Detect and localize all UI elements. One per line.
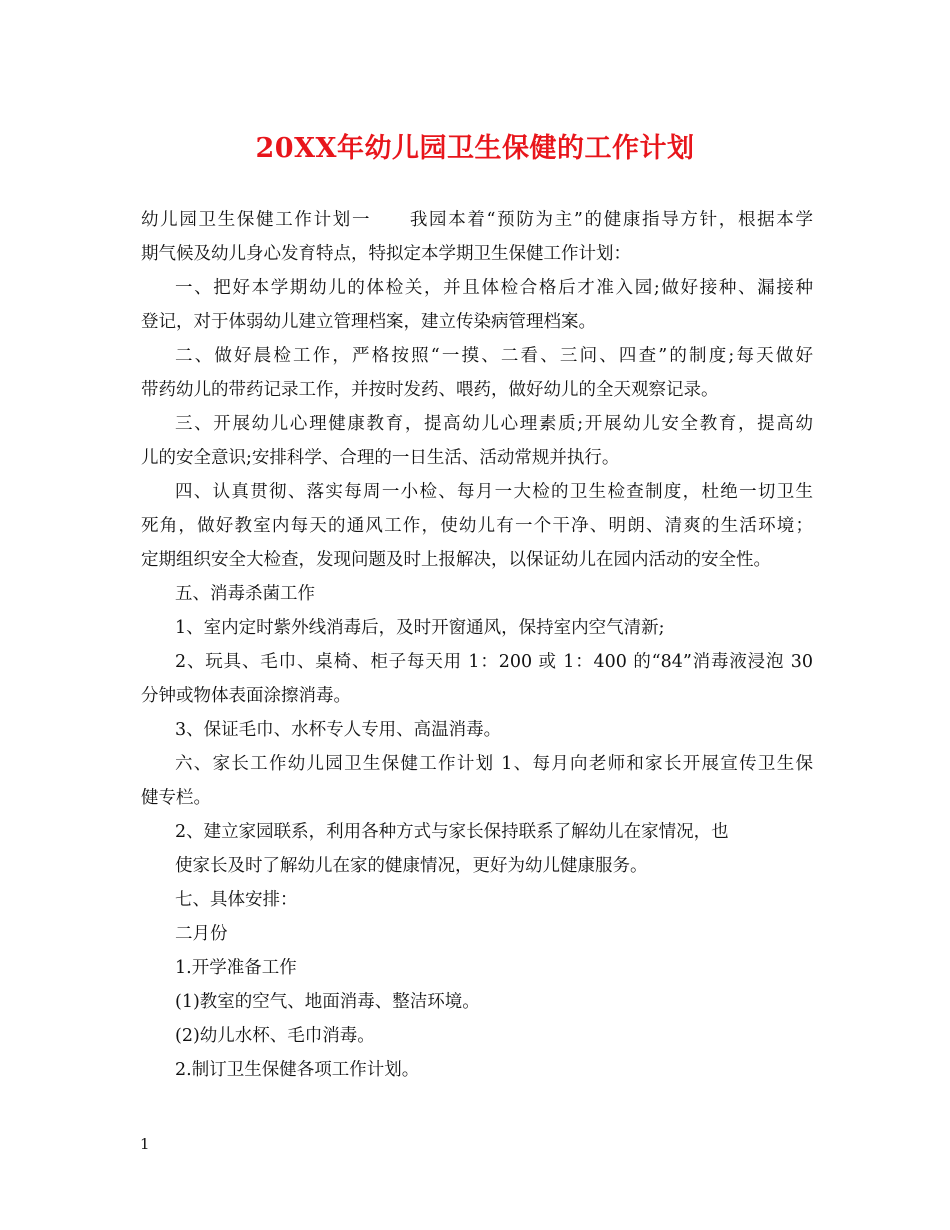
intro-text: 我园本着“预防为主”的健康指导方针，根据本学 [408,210,813,230]
intro-line-1 [141,203,813,237]
paragraph-line: 四、认真贯彻、落实每周一小检、每月一大检的卫生检查制度，杜绝一切卫生 [175,482,813,502]
paragraph-line: 一、把好本学期幼儿的体检关，并且体检合格后才准入园;做好接种、漏接种 [175,278,813,298]
list-item: 1.开学准备工作 [175,958,297,978]
paragraph-line: 定期组织安全大检查，发现问题及时上报解决，以保证幼儿在园内活动的安全性。 [141,550,771,570]
paragraph-line: 1、室内定时紫外线消毒后，及时开窗通风，保持室内空气清新; [175,618,665,638]
paragraph-line: 登记，对于体弱幼儿建立管理档案，建立传染病管理档案。 [141,312,596,332]
list-item: 2.制订卫生保健各项工作计划。 [175,1060,420,1080]
paragraph-line: 健专栏。 [141,788,211,808]
list-item: (2)幼儿水杯、毛巾消毒。 [175,1026,375,1046]
page-title: 20XX年幼儿园卫生保健的工作计划 [255,133,695,164]
paragraph-line: 2、建立家园联系，利用各种方式与家长保持联系了解幼儿在家情况，也 [175,822,729,842]
paragraph-line: 带药幼儿的带药记录工作，并按时发药、喂药，做好幼儿的全天观察记录。 [141,380,719,400]
paragraph-line: 六、家长工作幼儿园卫生保健工作计划 1、每月向老师和家长开展宣传卫生保 [175,754,813,774]
list-item: (1)教室的空气、地面消毒、整洁环境。 [175,992,480,1012]
section-heading: 七、具体安排： [175,890,298,910]
page-number: 1 [140,1135,150,1153]
section-heading: 五、消毒杀菌工作 [175,584,315,604]
paragraph-line: 二、做好晨检工作，严格按照“一摸、二看、三问、四查”的制度;每天做好 [175,346,813,366]
intro-line-2: 期气候及幼儿身心发育特点，特拟定本学期卫生保健工作计划： [141,244,631,264]
month-heading: 二月份 [175,924,228,944]
intro-heading: 幼儿园卫生保健工作计划一 [141,210,372,230]
paragraph-line: 儿的安全意识;安排科学、合理的一日生活、活动常规并执行。 [141,448,620,468]
paragraph-line: 死角，做好教室内每天的通风工作，使幼儿有一个干净、明朗、清爽的生活环境； [141,516,813,536]
paragraph-line: 2、玩具、毛巾、桌椅、柜子每天用 1：200 或 1：400 的“84”消毒液浸泡 30 [175,652,813,672]
paragraph-line: 分钟或物体表面涂擦消毒。 [141,686,351,706]
paragraph-line: 三、开展幼儿心理健康教育，提高幼儿心理素质;开展幼儿安全教育，提高幼 [175,414,813,434]
paragraph-line: 使家长及时了解幼儿在家的健康情况，更好为幼儿健康服务。 [175,856,648,876]
document-body [141,203,813,1087]
paragraph-line: 3、保证毛巾、水杯专人专用、高温消毒。 [175,720,502,740]
